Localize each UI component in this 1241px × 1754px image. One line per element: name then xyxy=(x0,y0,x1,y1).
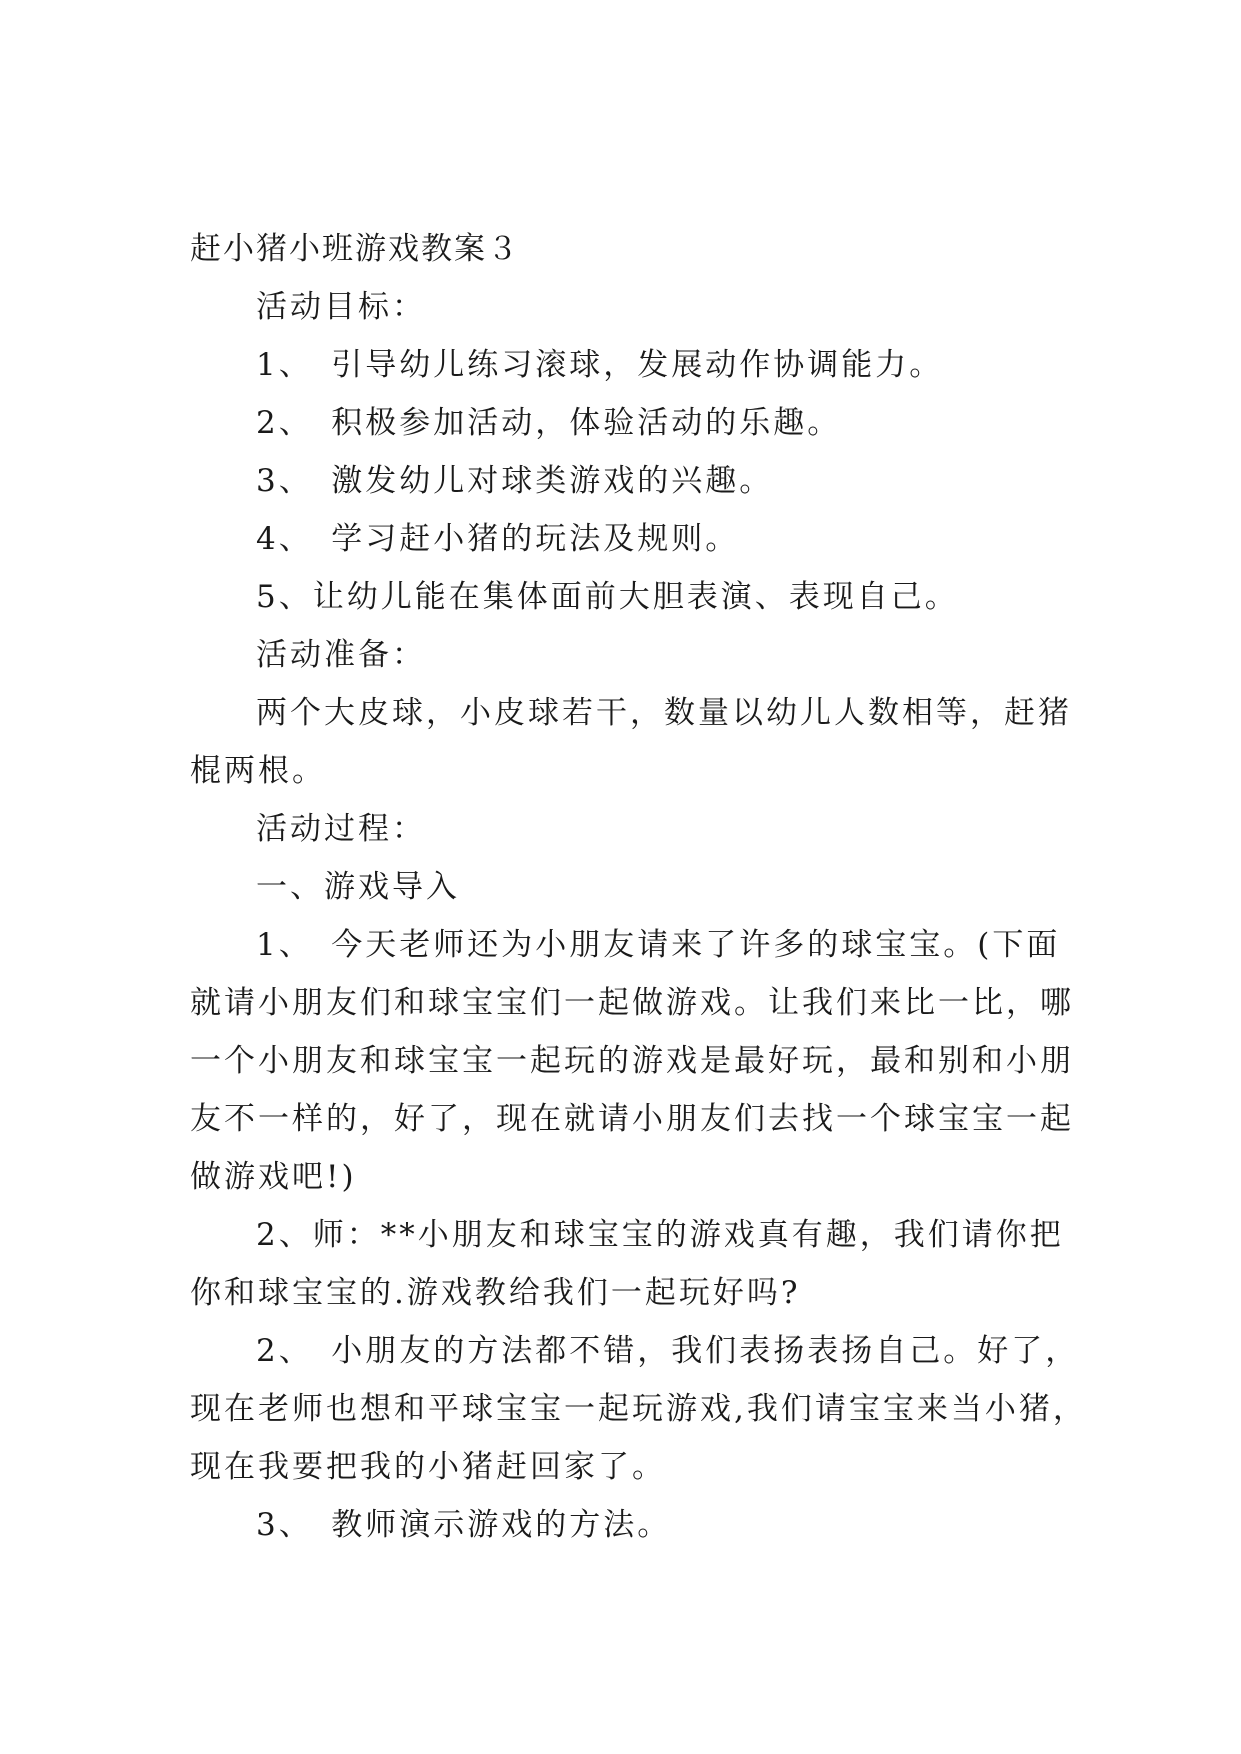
document-title: 赶小猪小班游戏教案３ xyxy=(190,231,520,267)
process-paragraph-1-line-5: 做游戏吧!) xyxy=(190,1159,357,1195)
process-paragraph-1-line-2: 就请小朋友们和球宝宝们一起做游戏。让我们来比一比，哪 xyxy=(190,985,1074,1021)
goal-item-5: 5、让幼儿能在集体面前大胆表演、表现自己。 xyxy=(256,579,959,615)
goal-item-2: 2、 积极参加活动，体验活动的乐趣。 xyxy=(256,405,842,441)
process-paragraph-2-line-2: 你和球宝宝的.游戏教给我们一起玩好吗? xyxy=(190,1275,801,1311)
process-paragraph-3-line-2: 现在老师也想和平球宝宝一起玩游戏,我们请宝宝来当小猪， xyxy=(190,1391,1087,1427)
process-paragraph-1-line-1: 1、 今天老师还为小朋友请来了许多的球宝宝。(下面 xyxy=(256,927,1061,963)
section-heading-process: 活动过程： xyxy=(256,811,426,847)
process-paragraph-2-line-1: 2、师：**小朋友和球宝宝的游戏真有趣，我们请你把 xyxy=(256,1217,1064,1253)
goal-item-4: 4、 学习赶小猪的玩法及规则。 xyxy=(256,521,740,557)
process-paragraph-3-line-3: 现在我要把我的小猪赶回家了。 xyxy=(190,1449,666,1485)
process-paragraph-1-line-3: 一个小朋友和球宝宝一起玩的游戏是最好玩，最和别和小朋 xyxy=(190,1043,1074,1079)
goal-item-3: 3、 激发幼儿对球类游戏的兴趣。 xyxy=(256,463,774,499)
process-paragraph-4: 3、 教师演示游戏的方法。 xyxy=(256,1507,672,1543)
process-paragraph-3-line-1: 2、 小朋友的方法都不错，我们表扬表扬自己。好了， xyxy=(256,1333,1080,1369)
process-paragraph-1-line-4: 友不一样的，好了，现在就请小朋友们去找一个球宝宝一起 xyxy=(190,1101,1074,1137)
goal-item-1: 1、 引导幼儿练习滚球，发展动作协调能力。 xyxy=(256,347,944,383)
section-heading-goals: 活动目标： xyxy=(256,289,426,325)
document-body xyxy=(190,220,1087,1554)
preparation-text-line-1: 两个大皮球，小皮球若干，数量以幼儿人数相等，赶猪 xyxy=(256,695,1072,731)
process-step-heading: 一、游戏导入 xyxy=(256,869,460,905)
preparation-text-line-2: 棍两根。 xyxy=(190,753,326,789)
section-heading-preparation: 活动准备： xyxy=(256,637,426,673)
